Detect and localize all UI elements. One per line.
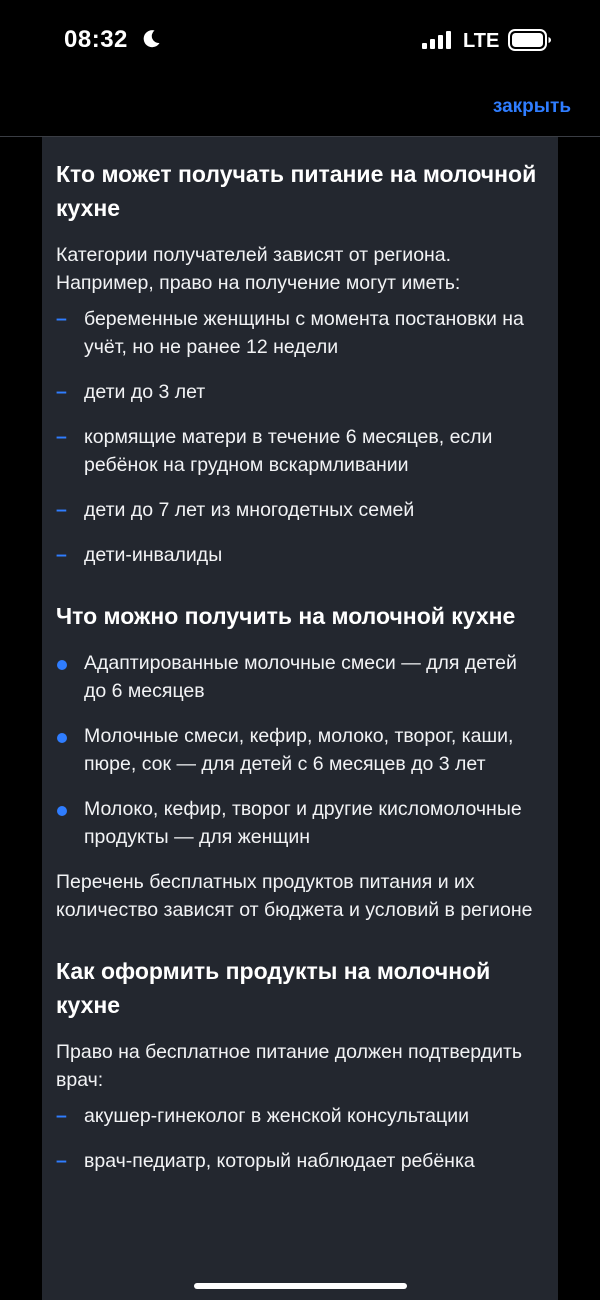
battery-icon xyxy=(508,29,552,51)
section-title-how: Как оформить продукты на молочной кухне xyxy=(56,958,491,1018)
list-item: – дети до 7 лет из многодетных семей xyxy=(56,496,544,524)
section-note-what: Перечень бесплатных продуктов питания и их количество зависят от бюджета и условий в регионе xyxy=(56,871,533,921)
dash-bullet-icon: – xyxy=(56,308,67,330)
dot-bullet-icon xyxy=(57,660,67,670)
dot-bullet-icon xyxy=(57,806,67,816)
list-item: – врач-педиатр, который наблюдает ребёнка xyxy=(56,1147,544,1175)
content-inner xyxy=(42,137,558,1175)
list-item: Адаптированные молочные смеси — для детей до 6 месяцев xyxy=(56,649,544,705)
list-item: – акушер-гинеколог в женской консультации xyxy=(56,1102,544,1130)
signal-icon xyxy=(422,31,452,49)
list-item: Молоко, кефир, творог и другие кисломолочные продукты — для женщин xyxy=(56,795,544,851)
network-label: LTE xyxy=(463,30,500,52)
close-button[interactable]: закрыть xyxy=(492,96,571,117)
top-nav xyxy=(0,84,600,137)
status-time: 08:32 xyxy=(64,26,128,53)
dot-bullet-icon xyxy=(57,733,67,743)
section-title-what: Что можно получить на молочной кухне xyxy=(56,603,516,629)
section-intro-how: Право на бесплатное питание должен подтвердить врач: xyxy=(56,1041,523,1091)
dash-bullet-icon: – xyxy=(56,426,67,448)
products-list xyxy=(56,649,544,851)
recipients-list xyxy=(56,305,544,569)
home-indicator[interactable] xyxy=(194,1283,407,1289)
list-item: – кормящие матери в течение 6 месяцев, если ребёнок на грудном вскармливании xyxy=(56,423,544,479)
dash-bullet-icon: – xyxy=(56,1150,67,1172)
moon-icon xyxy=(141,29,161,49)
doctors-list xyxy=(56,1102,544,1175)
section-title-who: Кто может получать питание на молочной кухне xyxy=(56,161,537,221)
list-item: – беременные женщины с момента постановки на учёт, но не ранее 12 недели xyxy=(56,305,544,361)
content-panel[interactable] xyxy=(42,137,558,1300)
dash-bullet-icon: – xyxy=(56,1105,67,1127)
list-item: – дети-инвалиды xyxy=(56,541,544,569)
dash-bullet-icon: – xyxy=(56,544,67,566)
list-item: – дети до 3 лет xyxy=(56,378,544,406)
status-bar xyxy=(0,0,600,84)
dash-bullet-icon: – xyxy=(56,381,67,403)
list-item: Молочные смеси, кефир, молоко, творог, каши, пюре, сок — для детей с 6 месяцев до 3 лет xyxy=(56,722,544,778)
section-intro-who: Категории получателей зависят от региона. Например, право на получение могут иметь: xyxy=(56,244,461,294)
dash-bullet-icon: – xyxy=(56,499,67,521)
